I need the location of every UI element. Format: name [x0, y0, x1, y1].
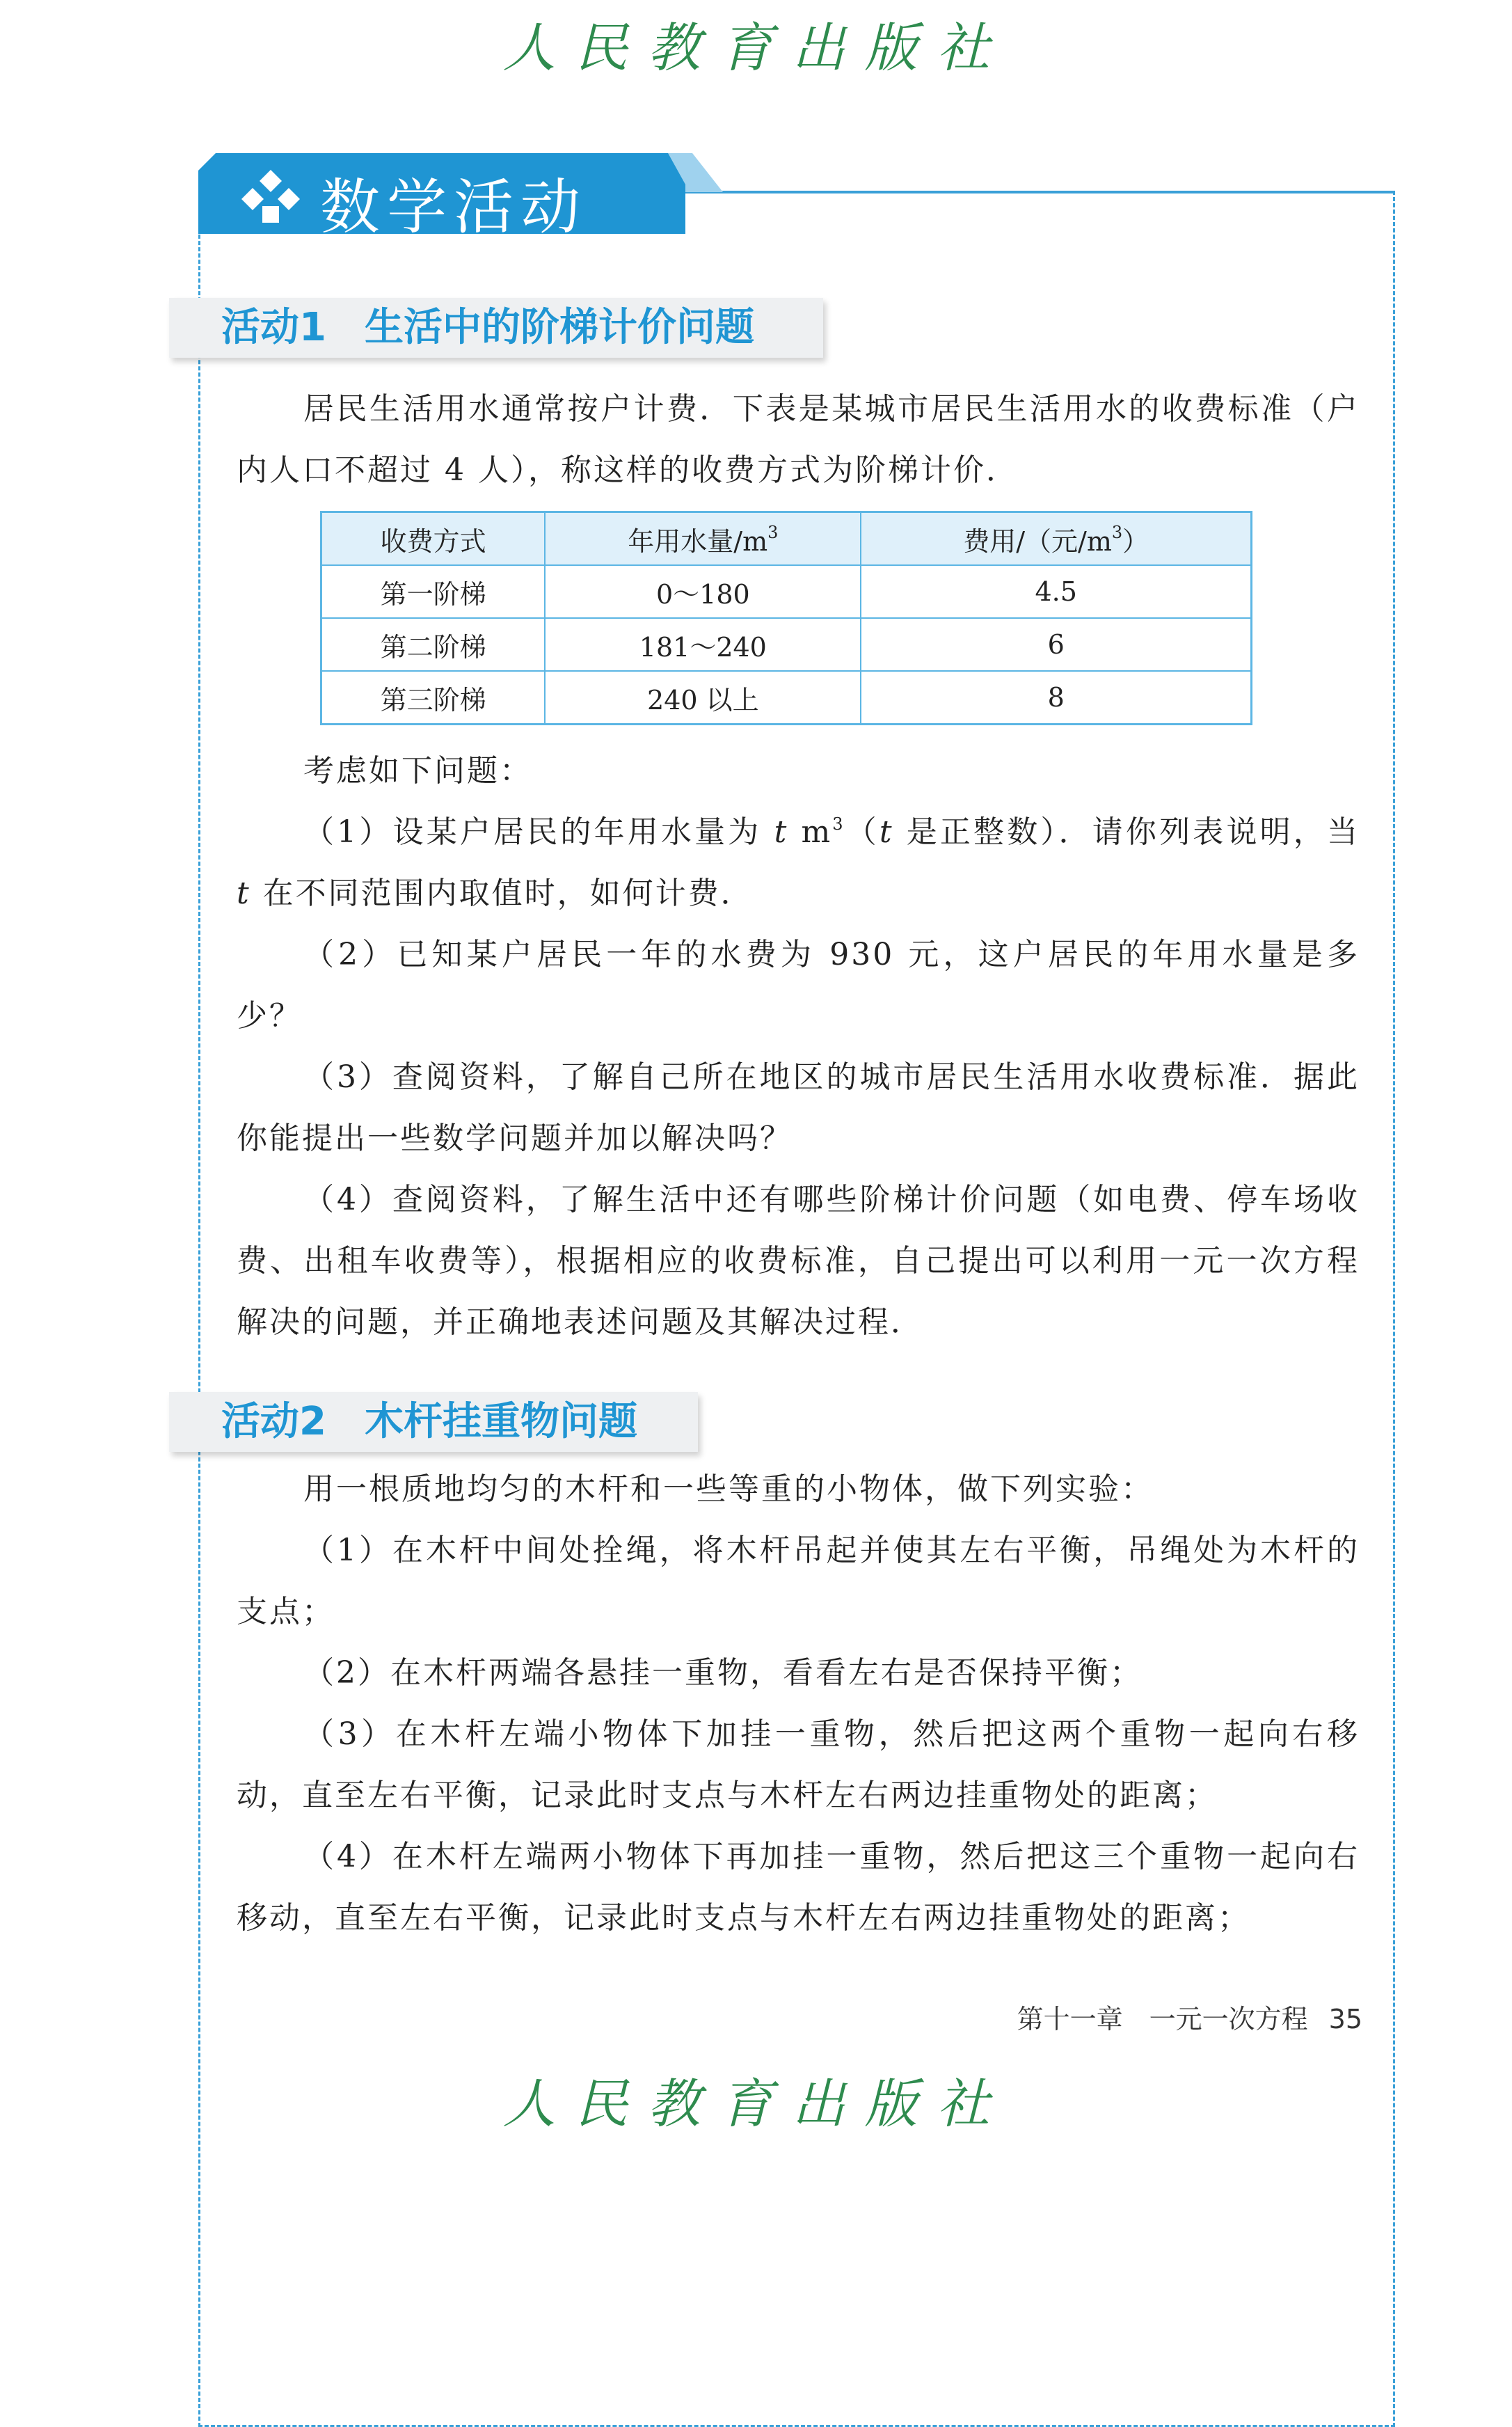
consider-text: 考虑如下问题：: [303, 753, 532, 789]
activity1-title: 生活中的阶梯计价问题: [364, 305, 754, 350]
table-header-volume: 年用水量$/m^3$: [545, 512, 861, 566]
frame-top-line: [671, 191, 1393, 193]
chapter-label: 第十一章 一元一次方程: [1017, 2004, 1308, 2034]
table-row: 第三阶梯 240 以上 8: [321, 671, 1252, 725]
activity2-intro: 用一根质地均匀的木杆和一些等重的小物体，做下列实验：: [303, 1471, 1154, 1507]
table-header-method: 收费方式: [321, 512, 546, 566]
activity1-number: 活动1: [221, 305, 326, 350]
activity2-label: [169, 1392, 698, 1452]
question-1: （1）设某户居民的年用水量为 t $m^3(t$ 是正整数）．请你列表说明，当 t 在不同范围内取值时，如何计费．: [237, 814, 1360, 911]
step-1: （1）在木杆中间处拴绳，将木杆吊起并使其左右平衡，吊绳处为木杆的支点；: [237, 1533, 1360, 1629]
publisher-footer: 人民教育出版社: [502, 2073, 1010, 2135]
activity2-number: 活动2: [221, 1399, 326, 1444]
question-2: （2）已知某户居民一年的水费为 930 元，这户居民的年用水量是多少？: [237, 937, 1360, 1034]
step-4: （4）在木杆左端两小物体下再加挂一重物，然后把这三个重物一起向右移动，直至左右平衡，记录此时支点与木杆左右两边挂重物处的距离；: [237, 1839, 1360, 1936]
section-title: 数学活动: [320, 173, 587, 242]
question-3: （3）查阅资料，了解自己所在地区的城市居民生活用水收费标准．据此你能提出一些数学问题并加以解决吗？: [237, 1059, 1360, 1156]
step-2: （2）在木杆两端各悬挂一重物，看看左右是否保持平衡；: [303, 1655, 1143, 1691]
activity1-label: [169, 298, 823, 358]
table-header-cost: 费用/（元$/m^3$）: [861, 512, 1251, 566]
diamond-cluster-icon: [239, 167, 303, 231]
water-fee-table: [320, 511, 1252, 725]
activity1-intro: 居民生活用水通常按户计费．下表是某城市居民生活用水的收费标准（户内人口不超过 4 人），称这样的收费方式为阶梯计价．: [237, 391, 1360, 488]
page-footer: [1017, 1998, 1362, 2036]
table-row: 第二阶梯 181～240 6: [321, 618, 1252, 671]
table-row: 第一阶梯 0～180 4.5: [321, 565, 1252, 618]
question-4: （4）查阅资料，了解生活中还有哪些阶梯计价问题（如电费、停车场收费、出租车收费等），根据相应的收费标准，自己提出可以利用一元一次方程解决的问题，并正确地表述问题及其解决过程．: [237, 1182, 1360, 1340]
activity2-title: 木杆挂重物问题: [364, 1399, 637, 1444]
step-3: （3）在木杆左端小物体下加挂一重物，然后把这两个重物一起向右移动，直至左右平衡，记录此时支点与木杆左右两边挂重物处的距离；: [237, 1716, 1360, 1813]
page-number: 35: [1328, 2004, 1362, 2034]
publisher-header: 人民教育出版社: [502, 17, 1010, 79]
